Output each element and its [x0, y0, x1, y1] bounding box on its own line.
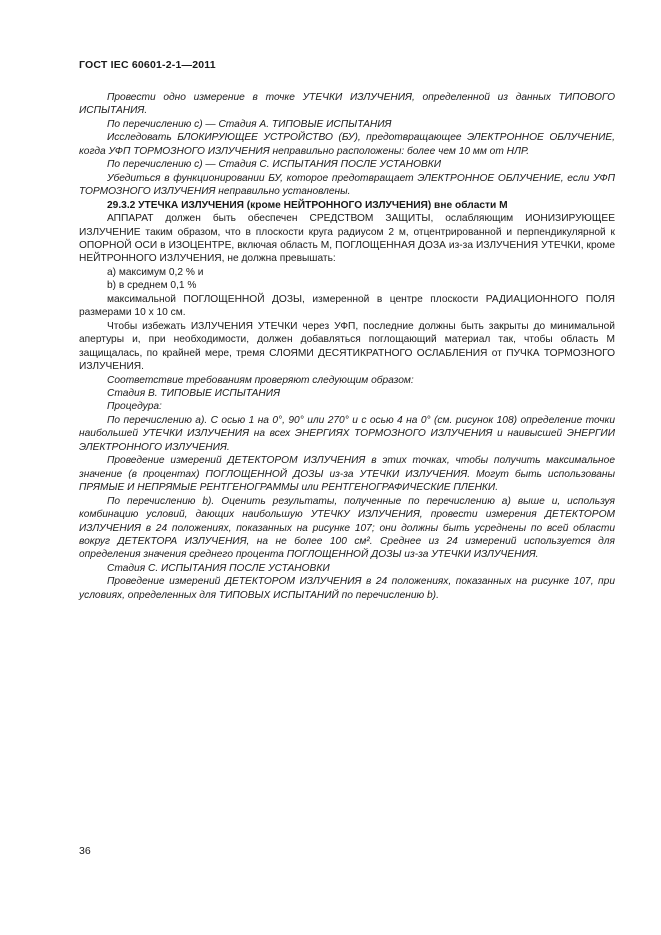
paragraph: Убедиться в функционировании БУ, которое предотвращает ЭЛЕКТРОННОЕ ОБЛУЧЕНИЕ, если УФП ТОРМОЗНОГО ИЗЛУЧЕНИЯ неправильно установлены. — [79, 172, 615, 198]
paragraph: Стадия С. ИСПЫТАНИЯ ПОСЛЕ УСТАНОВКИ — [107, 562, 330, 574]
paragraph: Чтобы избежать ИЗЛУЧЕНИЯ УТЕЧКИ через УФП, последние должны быть закрыты до минимальной апертуры и, при необходимости, должен добавляться поглощающий материал так, чтобы область M защищалась, по крайней мере, тремя СЛОЯМИ ДЕСЯТИКРАТНОГО ОСЛАБЛЕНИЯ от ПУЧКА ТОРМОЗНОГО ИЗЛУЧЕНИЯ. — [79, 320, 615, 373]
paragraph: По перечислению b). Оценить результаты, полученные по перечислению a) выше и, используя комбинацию условий, дающих наибольшую УТЕЧКУ ИЗЛУЧЕНИЯ, провести измерения ДЕТЕКТОРОМ ИЗЛУЧЕНИЯ в 24 положениях, показанных на рисунке 107; они должны быть усреднены по всей области вокруг ДЕТЕКТОРА ИЗЛУЧЕНИЯ, на не более 100 см². Среднее из 24 измерений используется для определения значения среднего процента ПОГЛОЩЕННОЙ ДОЗЫ из-за УТЕЧКИ ИЗЛУЧЕНИЯ. — [79, 495, 615, 561]
list-item: a) максимум 0,2 % и — [107, 266, 204, 278]
page-number: 36 — [79, 845, 91, 857]
list-item: b) в среднем 0,1 % — [107, 280, 197, 292]
paragraph: максимальной ПОГЛОЩЕННОЙ ДОЗЫ, измеренной в центре плоскости РАДИАЦИОННОГО ПОЛЯ размерами 10 х 10 см. — [79, 293, 615, 319]
paragraph: Стадия В. ТИПОВЫЕ ИСПЫТАНИЯ — [107, 387, 281, 399]
paragraph: По перечислению c) — Стадия С. ИСПЫТАНИЯ ПОСЛЕ УСТАНОВКИ — [107, 159, 442, 171]
paragraph: Процедура: — [107, 401, 162, 413]
paragraph: Исследовать БЛОКИРУЮЩЕЕ УСТРОЙСТВО (БУ), предотвращающее ЭЛЕКТРОННОЕ ОБЛУЧЕНИЕ, когда УФП ТОРМОЗНОГО ИЗЛУЧЕНИЯ неправильно расположены: более чем 10 мм от НЛР. — [79, 132, 615, 157]
document-header: ГОСТ IEC 60601-2-1—2011 — [79, 59, 216, 71]
paragraph: Провести одно измерение в точке УТЕЧКИ ИЗЛУЧЕНИЯ, определенной из данных ТИПОВОГО ИСПЫТАНИЯ. — [79, 92, 615, 117]
paragraph: По перечислению c) — Стадия А. ТИПОВЫЕ ИСПЫТАНИЯ — [107, 118, 392, 130]
paragraph: По перечислению a). С осью 1 на 0°, 90° или 270° и с осью 4 на 0° (см. рисунок 108) определение точки наибольшей УТЕЧКИ ИЗЛУЧЕНИЯ на всех ЭНЕРГИЯХ ТОРМОЗНОГО ИЗЛУЧЕНИЯ и наивысшей ЭНЕРГИИ ЭЛЕКТРОННОГО ИЗЛУЧЕНИЯ. — [79, 414, 615, 453]
document-body — [79, 91, 615, 602]
paragraph: АППАРАТ должен быть обеспечен СРЕДСТВОМ ЗАЩИТЫ, ослабляющим ИОНИЗИРУЮЩЕЕ ИЗЛУЧЕНИЕ таким образом, что в плоскости круга радиусом 2 м, отцентрированной и перпендикулярной к ОПОРНОЙ ОСИ в ИЗОЦЕНТРЕ, включая область M, ПОГЛОЩЕННАЯ ДОЗА из-за ИЗЛУЧЕНИЯ УТЕЧКИ, кроме НЕЙТРОННОГО ИЗЛУЧЕНИЯ, не должна превышать: — [79, 213, 615, 265]
section-heading: 29.3.2 УТЕЧКА ИЗЛУЧЕНИЯ (кроме НЕЙТРОННОГО ИЗЛУЧЕНИЯ) вне области M — [107, 199, 508, 211]
paragraph: Проведение измерений ДЕТЕКТОРОМ ИЗЛУЧЕНИЯ в 24 положениях, показанных на рисунке 107, при условиях, определенных для ТИПОВЫХ ИСПЫТАНИЙ по перечислению b). — [79, 576, 615, 601]
paragraph: Проведение измерений ДЕТЕКТОРОМ ИЗЛУЧЕНИЯ в этих точках, чтобы получить максимальное значение (в процентах) ПОГЛОЩЕННОЙ ДОЗЫ из-за УТЕЧКИ ИЗЛУЧЕНИЯ. Могут быть использованы ПРЯМЫЕ И НЕПРЯМЫЕ РЕНТГЕНОГРАММЫ или РЕНТГЕНОГРАФИЧЕСКИЕ ПЛЕНКИ. — [79, 455, 615, 494]
paragraph: Соответствие требованиям проверяют следующим образом: — [107, 374, 414, 386]
